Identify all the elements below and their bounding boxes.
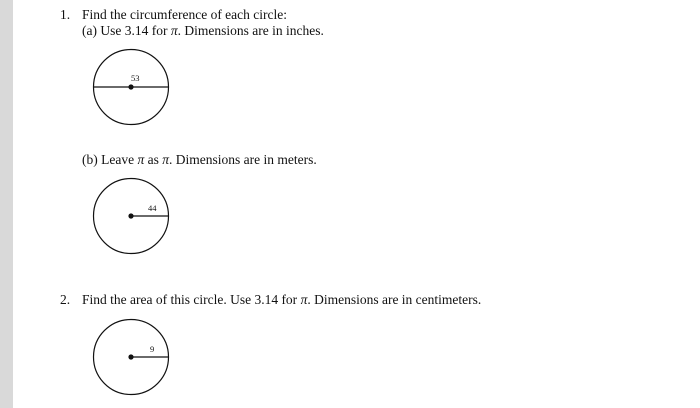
problem-1-number: 1. xyxy=(60,7,71,22)
problem-1-prompt: Find the circumference of each circle: xyxy=(82,7,288,22)
problem-1b-mid: as xyxy=(147,152,159,167)
pi-symbol: π xyxy=(137,152,145,167)
problem-1a-instruction xyxy=(82,23,324,39)
problem-1b-rest: . Dimensions are in meters. xyxy=(169,152,317,167)
problem-1b-instruction xyxy=(82,152,317,168)
problem-2-number: 2. xyxy=(60,292,71,307)
pi-symbol: π xyxy=(162,152,169,167)
circle-figure-1a xyxy=(88,44,174,130)
diameter-label: 53 xyxy=(131,73,140,83)
circle-figure-1b xyxy=(88,173,174,259)
problem-2-prompt xyxy=(82,292,481,308)
radius-label: 9 xyxy=(150,344,155,354)
problem-1a-rest: . Dimensions are in inches. xyxy=(177,23,324,38)
problem-2-prompt-text: Find the area of this circle. Use 3.14 for xyxy=(82,292,298,307)
page-left-edge xyxy=(0,0,13,408)
center-point xyxy=(128,354,133,359)
pi-symbol: π xyxy=(170,23,178,38)
problem-2-rest: . Dimensions are in centimeters. xyxy=(307,292,482,307)
center-point xyxy=(128,84,133,89)
center-point xyxy=(128,213,133,218)
circle-figure-2 xyxy=(88,314,174,400)
pi-symbol: π xyxy=(300,292,308,307)
problem-1a-label: (a) Use 3.14 for xyxy=(82,23,168,38)
radius-label: 44 xyxy=(148,203,157,213)
problem-1b-label: (b) Leave xyxy=(82,152,135,167)
